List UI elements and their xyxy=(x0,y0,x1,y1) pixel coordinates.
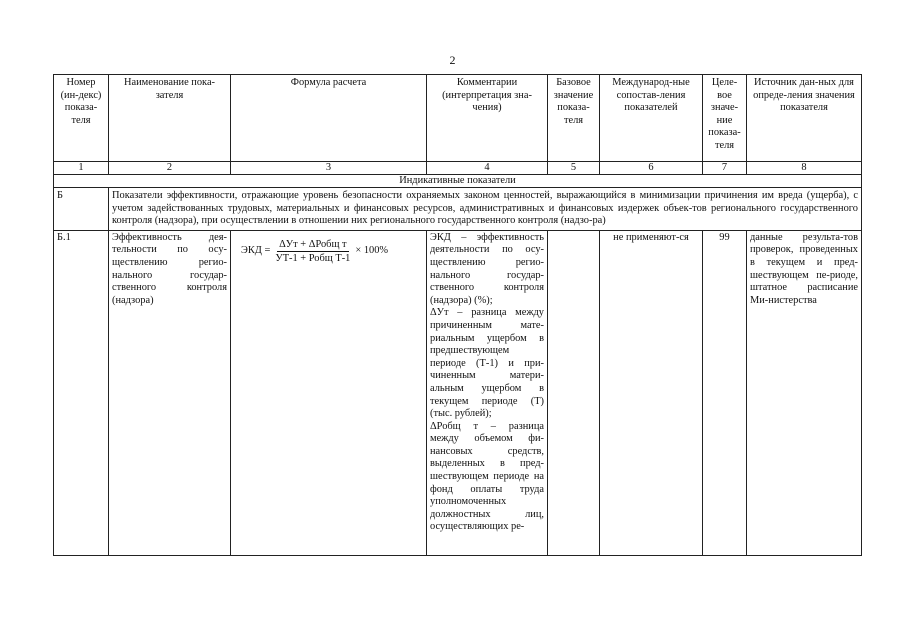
column-number: 3 xyxy=(231,162,427,175)
header-formula: Формула расчета xyxy=(231,75,427,162)
row-base-value xyxy=(548,230,600,555)
row-code: Б.1 xyxy=(54,230,109,555)
column-number: 2 xyxy=(109,162,231,175)
comment-line: ΔРобщ т – разница между объемом фи-нансовых средств, выделенных в пред-шествующем периоде на фонд оплаты труда уполномоченных должностных лиц, осуществляющих ре- xyxy=(430,420,544,533)
header-comments: Комментарии (интерпретация зна-чения) xyxy=(427,75,548,162)
row-formula xyxy=(231,230,427,555)
section-row xyxy=(54,188,862,231)
header-international: Международ-ные сопостав-ления показателей xyxy=(600,75,703,162)
section-code: Б xyxy=(54,188,109,231)
section-text: Показатели эффективности, отражающие уровень безопасности охраняемых законом ценностей, выражающийся в минимизации причинения им вреда (ущерба), с учетом задействованных трудовых, материальных и финансовых ресурсов, административных и финансовых издержек объек-тов регионального государственного контроля (надзора), при осуществлении в отношении них регионального государственного контроля (надзо-ра) xyxy=(109,188,862,231)
indicative-band-row xyxy=(54,175,862,188)
formula-denominator: УТ-1 + Робщ Т-1 xyxy=(275,252,351,264)
indicator-table xyxy=(53,74,862,556)
header-name: Наименование пока-зателя xyxy=(109,75,231,162)
column-number: 6 xyxy=(600,162,703,175)
header-source: Источник дан-ных для опреде-ления значения показателя xyxy=(747,75,862,162)
comment-line: ΔУт – разница между причиненным мате-риальным ущербом в предшествующем периоде (Т-1) и при-чиненным матери-альным ущербом в текущем периоде (Т) (тыс. рублей); xyxy=(430,307,544,420)
comment-line: ЭКД – эффективность деятельности по осу-ществлению регио-нального государ-ственного контроля (надзора) (%); xyxy=(430,231,544,306)
table-header-row xyxy=(54,75,862,162)
table-row xyxy=(54,230,862,555)
band-title: Индикативные показатели xyxy=(54,175,862,188)
row-indicator-name: Эффективность дея-тельности по осу-ществлению регио-нального государ-ственного контроля (надзора) xyxy=(109,230,231,555)
formula-rhs: × 100% xyxy=(355,244,389,256)
indicator-table-container xyxy=(53,74,861,556)
column-number: 8 xyxy=(747,162,862,175)
row-target: 99 xyxy=(703,230,747,555)
column-number: 4 xyxy=(427,162,548,175)
formula-expression xyxy=(241,239,422,264)
header-index: Номер (ин-декс) показа-теля xyxy=(54,75,109,162)
header-base-value: Базовое значение показа-теля xyxy=(548,75,600,162)
formula-numerator: ΔУт + ΔРобщ т xyxy=(279,238,347,250)
formula-lhs: ЭКД = xyxy=(241,244,271,256)
formula-fraction xyxy=(273,239,352,264)
row-comments xyxy=(427,230,548,555)
page-number: 2 xyxy=(449,53,456,67)
column-number: 5 xyxy=(548,162,600,175)
column-number: 7 xyxy=(703,162,747,175)
header-target: Целе-вое значе-ние показа-теля xyxy=(703,75,747,162)
column-number: 1 xyxy=(54,162,109,175)
row-source: данные результа-тов проверок, проведенных в текущем и пред-шествующем пе-риоде, штатное расписание Ми-нистерства xyxy=(747,230,862,555)
row-international: не применяют-ся xyxy=(600,230,703,555)
column-number-row xyxy=(54,162,862,175)
